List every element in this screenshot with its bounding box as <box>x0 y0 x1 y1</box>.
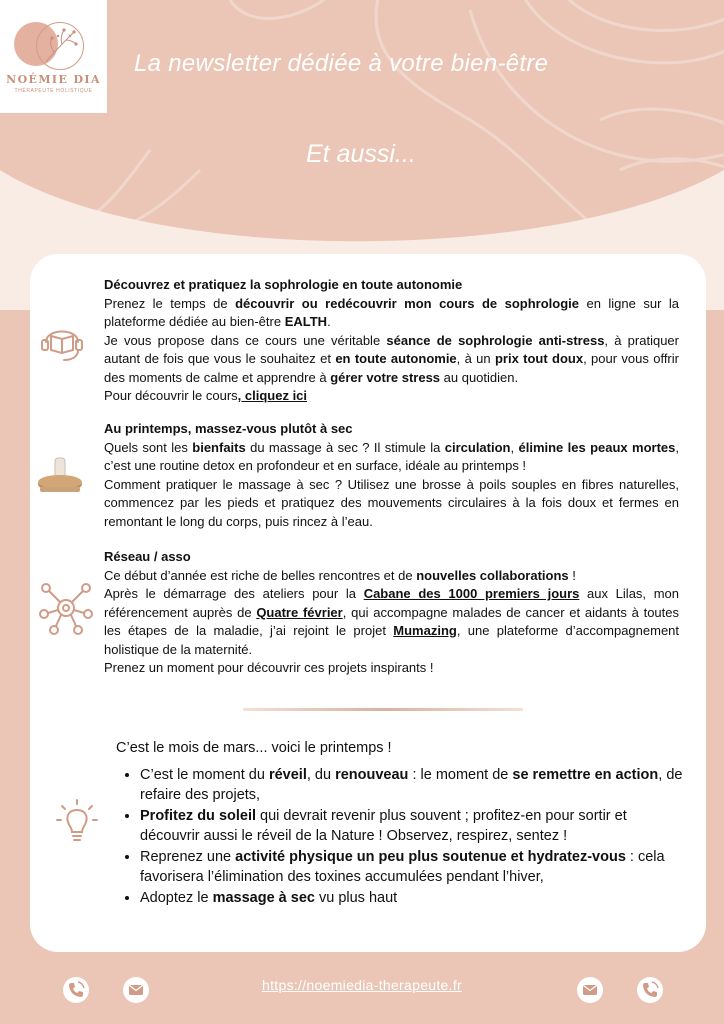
spring-section <box>116 738 686 908</box>
spring-list <box>116 765 686 909</box>
text: qui devrait revenir plus souvent ; profitez-en pour sortir et découvrir aussi le réveil de la Nature ! Observez, respirez, sentez ! <box>140 807 627 844</box>
text: , à pratiquer autant de fois que vous le souhaitez et <box>104 332 679 366</box>
logo-branch-icon <box>38 24 82 68</box>
list-item <box>140 765 686 806</box>
text: , pour vous offrir des moments de calme et apprendre à <box>104 351 679 385</box>
text: , de refaire des projets, <box>140 766 683 803</box>
sophro-section <box>104 276 679 406</box>
massage-title: Au printemps, massez-vous plutôt à sec <box>104 421 353 436</box>
brand-name: NOÉMIE DIA <box>6 73 101 86</box>
text: , du <box>306 766 336 783</box>
list-item <box>140 847 686 888</box>
text: , à un <box>456 351 495 366</box>
text-bold: réveil <box>268 766 307 783</box>
sophro-paragraph-1 <box>104 295 679 332</box>
text: Je vous propose dans ce cours une véritable <box>104 332 387 348</box>
text-bold: gérer votre stress <box>330 369 441 385</box>
text-bold: renouveau <box>335 766 409 783</box>
sophro-paragraph-2 <box>104 332 679 388</box>
reseau-paragraph-1 <box>104 567 679 586</box>
text: Pour découvrir le cours <box>104 388 238 403</box>
text: , c’est une routine detox en profondeur et en surface, idéale au printemps ! <box>104 439 679 473</box>
text-bold: séance de sophrologie anti-stress <box>386 332 605 348</box>
text-bold: massage à sec <box>212 889 315 906</box>
book-headset-icon <box>38 318 86 366</box>
text-bold: élimine les peaux mortes <box>518 439 676 455</box>
text: C’est le moment du <box>140 766 269 783</box>
massage-section <box>104 420 679 531</box>
phone-icon[interactable] <box>637 977 663 1003</box>
text: en ligne sur la plateforme dédiée au bien-être <box>104 295 679 329</box>
text: au quotidien. <box>440 369 519 385</box>
text: . <box>327 314 331 329</box>
text: vu plus haut <box>314 889 398 906</box>
sophro-title: Découvrez et pratiquez la sophrologie en toute autonomie <box>104 277 463 292</box>
text-bold: activité physique un peu plus soutenue et hydratez-vous <box>235 848 626 865</box>
reseau-paragraph-3: Prenez un moment pour découvrir ces projets inspirants ! <box>104 660 434 675</box>
section-title: Et aussi... <box>306 140 416 168</box>
text: Ce début d’année est riche de belles rencontres et de <box>104 567 417 583</box>
cliquez-ici-link[interactable]: , cliquez ici <box>237 388 308 403</box>
text: Quels sont les <box>104 439 193 455</box>
mumazing-link[interactable]: Mumazing <box>393 623 457 638</box>
text-bold: en toute autonomie <box>335 351 457 366</box>
text-bold: nouvelles collaborations <box>416 567 569 583</box>
text: Prenez le temps de <box>104 295 236 311</box>
list-item <box>140 888 686 909</box>
text: Adoptez le <box>140 889 213 906</box>
text: Après le démarrage des ateliers pour la <box>104 586 364 601</box>
text: ! <box>568 567 576 583</box>
text-bold: découvrir ou redécouvrir mon cours de sophrologie <box>235 295 579 311</box>
text: : cela favorisera l’élimination des toxines accumulées pendant l’hiver, <box>140 848 665 885</box>
mail-icon[interactable] <box>577 977 603 1003</box>
lightbulb-icon <box>56 798 98 844</box>
cabane-link[interactable]: Cabane des 1000 premiers jours <box>363 586 580 601</box>
divider <box>243 708 523 711</box>
text-bold: bienfaits <box>192 439 246 455</box>
text-bold: circulation <box>444 439 511 455</box>
text-bold: se remettre en action <box>512 766 659 783</box>
dry-brush-icon <box>36 456 84 498</box>
text: , qui accompagne malades de cancer et aidants à toutes les étapes de la maladie, j’ai rejoint le projet <box>104 604 679 638</box>
spring-intro: C’est le mois de mars... voici le printemps ! <box>116 740 392 756</box>
list-item <box>140 806 686 847</box>
text: , <box>510 439 519 455</box>
newsletter-title: La newsletter dédiée à votre bien-être <box>134 50 549 77</box>
text-bold: Profitez du soleil <box>140 807 257 824</box>
network-icon <box>38 580 94 636</box>
text-bold: prix tout doux <box>494 351 584 366</box>
reseau-section <box>104 548 679 678</box>
quatre-fevrier-link[interactable]: Quatre février <box>256 604 343 620</box>
website-link[interactable]: https://noemiedia-therapeute.fr <box>262 977 462 993</box>
text: Reprenez une <box>140 848 236 865</box>
text-bold: EALTH <box>284 314 328 329</box>
footer <box>0 953 724 1024</box>
massage-paragraph-2: Comment pratiquer le massage à sec ? Utilisez une brosse à poils souples en fibres naturelles, commencez par les pieds et pratiquez des mouvements circulaires à la fois doux et fermes en remontant le long du corps, puis rincez à l’eau. <box>104 476 679 529</box>
text: du massage à sec ? Il stimule la <box>245 439 445 455</box>
sophro-paragraph-3 <box>104 387 679 406</box>
reseau-title: Réseau / asso <box>104 549 191 564</box>
text: , une plateforme d’accompagnement holistique de la maternité. <box>104 623 680 657</box>
reseau-paragraph-2 <box>104 585 679 659</box>
brand-subtitle: THÉRAPEUTE HOLISTIQUE <box>14 88 93 94</box>
text: : le moment de <box>408 766 513 783</box>
massage-paragraph-1 <box>104 439 679 476</box>
text: aux Lilas, mon référencement auprès de <box>104 586 679 620</box>
logo <box>0 0 107 113</box>
